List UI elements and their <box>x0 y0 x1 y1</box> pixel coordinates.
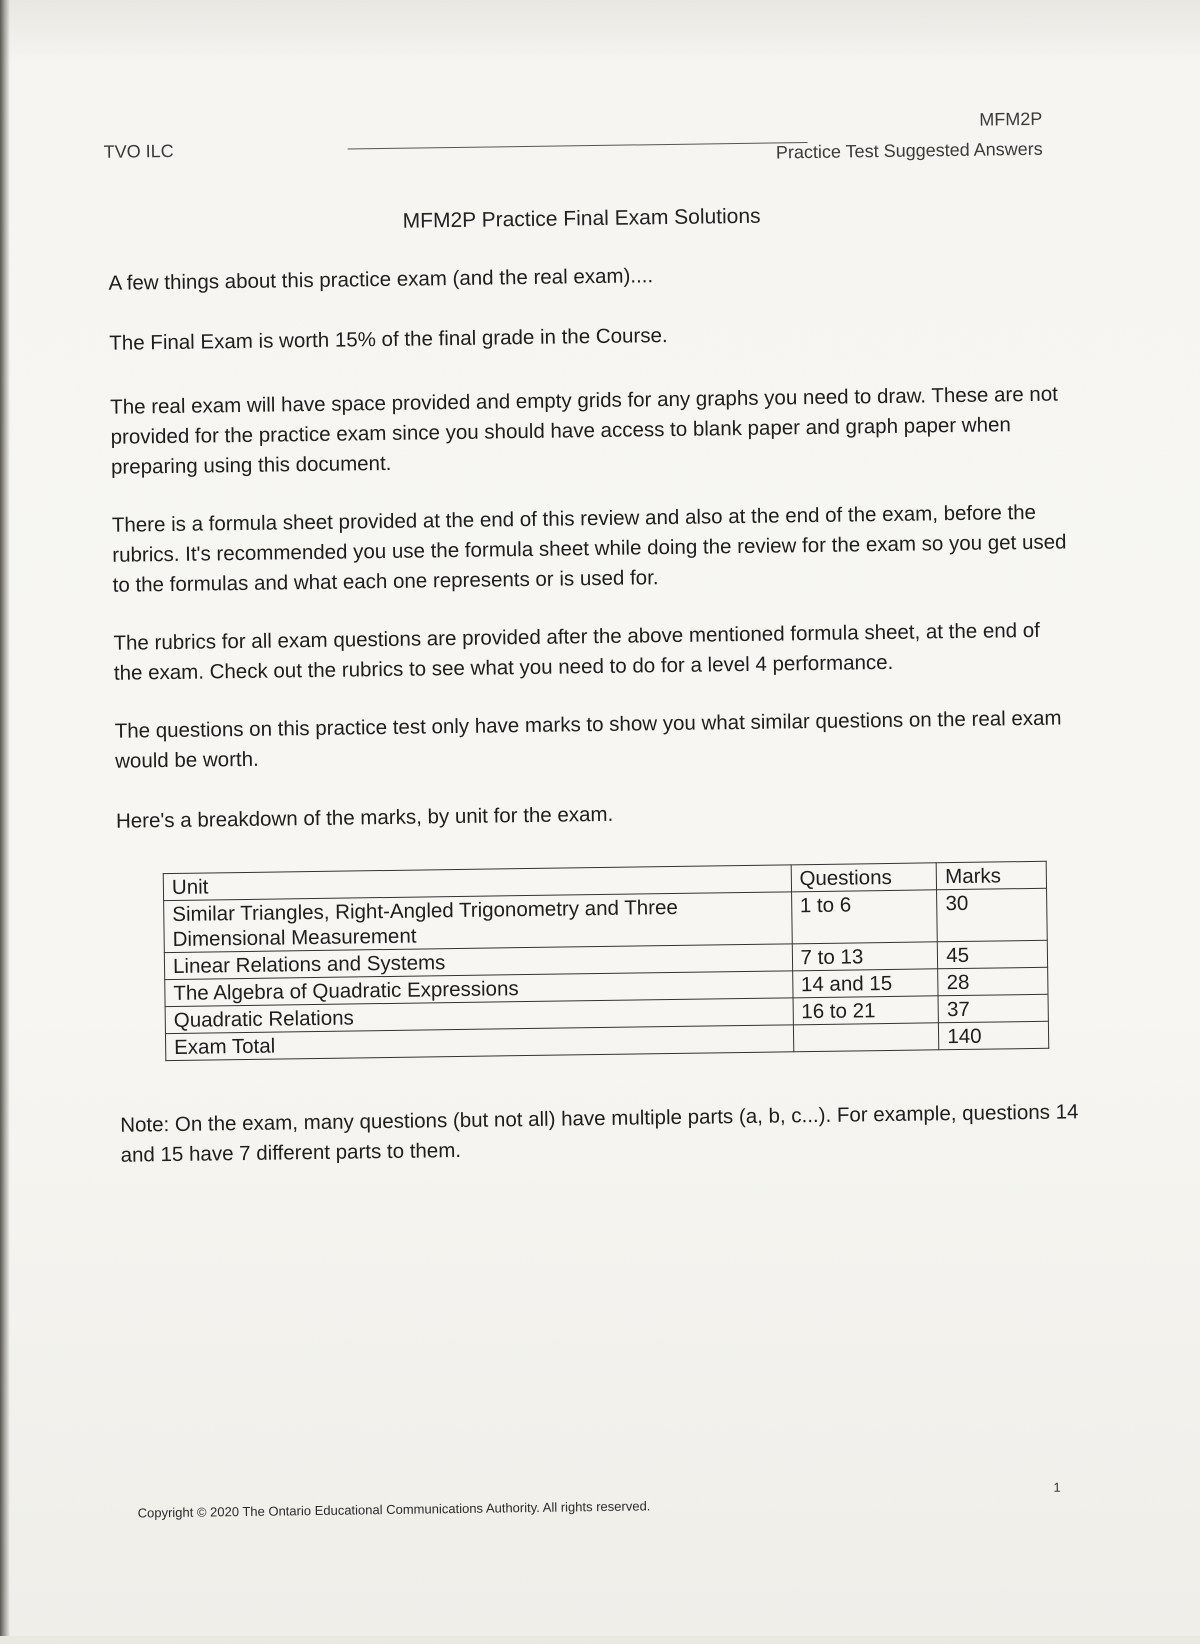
header-right <box>775 104 1043 168</box>
page-title: MFM2P Practice Final Exam Solutions <box>402 204 761 233</box>
cell-unit: Exam Total <box>165 1025 793 1061</box>
paragraph-marks: The questions on this practice test only have marks to show you what similar questions on the real exam would be worth. <box>114 706 1062 773</box>
cell-unit: Linear Relations and Systems <box>164 944 792 980</box>
cell-marks: 37 <box>938 994 1048 1023</box>
paragraph-worth: The Final Exam is worth 15% of the final grade in the Course. <box>109 324 668 355</box>
header-org: TVO ILC <box>103 140 174 162</box>
header-rule <box>348 142 808 149</box>
footer-copyright: Copyright © 2020 The Ontario Educational Communications Authority. All rights reserved. <box>137 1498 651 1521</box>
cell-marks: 140 <box>939 1021 1049 1050</box>
paragraph-space: The real exam will have space provided and empty grids for any graphs you need to draw. These are not provided for the practice exam since you should have access to blank paper and graph paper when preparing using this document. <box>110 382 1059 479</box>
cell-marks: 28 <box>938 967 1048 996</box>
header-unit: Unit <box>163 865 791 901</box>
cell-marks: 45 <box>938 940 1048 969</box>
paragraph-breakdown: Here's a breakdown of the marks, by unit for the exam. <box>115 802 614 833</box>
header-questions: Questions <box>791 863 937 892</box>
paragraph-intro: A few things about this practice exam (and the real exam).... <box>108 264 654 295</box>
paragraph-rubrics: The rubrics for all exam questions are provided after the above mentioned formula sheet, at the end of the exam. Check out the rubrics to see what you need to do for a level 4 performance. <box>113 618 1041 685</box>
cell-questions: 1 to 6 <box>791 890 937 944</box>
marks-table-wrapper <box>163 861 1050 1061</box>
header-course-code: MFM2P <box>979 108 1043 130</box>
cell-questions: 16 to 21 <box>793 996 939 1025</box>
page-number: 1 <box>1053 1479 1061 1495</box>
paragraph-note: Note: On the exam, many questions (but not all) have multiple parts (a, b, c...). For example, questions 14 and 15 have 7 different parts to them. <box>120 1100 1079 1167</box>
header-marks: Marks <box>936 861 1046 890</box>
cell-questions: 14 and 15 <box>792 969 938 998</box>
cell-marks: 30 <box>937 888 1047 942</box>
marks-breakdown-table <box>163 861 1050 1061</box>
paragraph-formula: There is a formula sheet provided at the end of this review and also at the end of the exam, before the rubrics. It's recommended you use the formula sheet while doing the review for the exam so you get used to the formulas and what each one represents or is used for. <box>111 500 1067 597</box>
cell-questions: 7 to 13 <box>792 942 938 971</box>
cell-unit: Quadratic Relations <box>165 998 793 1034</box>
cell-unit: Similar Triangles, Right-Angled Trigonometry and Three Dimensional Measurement <box>164 892 792 953</box>
cell-questions <box>793 1023 939 1052</box>
cell-unit: The Algebra of Quadratic Expressions <box>165 971 793 1007</box>
header-subtitle: Practice Test Suggested Answers <box>775 138 1043 163</box>
